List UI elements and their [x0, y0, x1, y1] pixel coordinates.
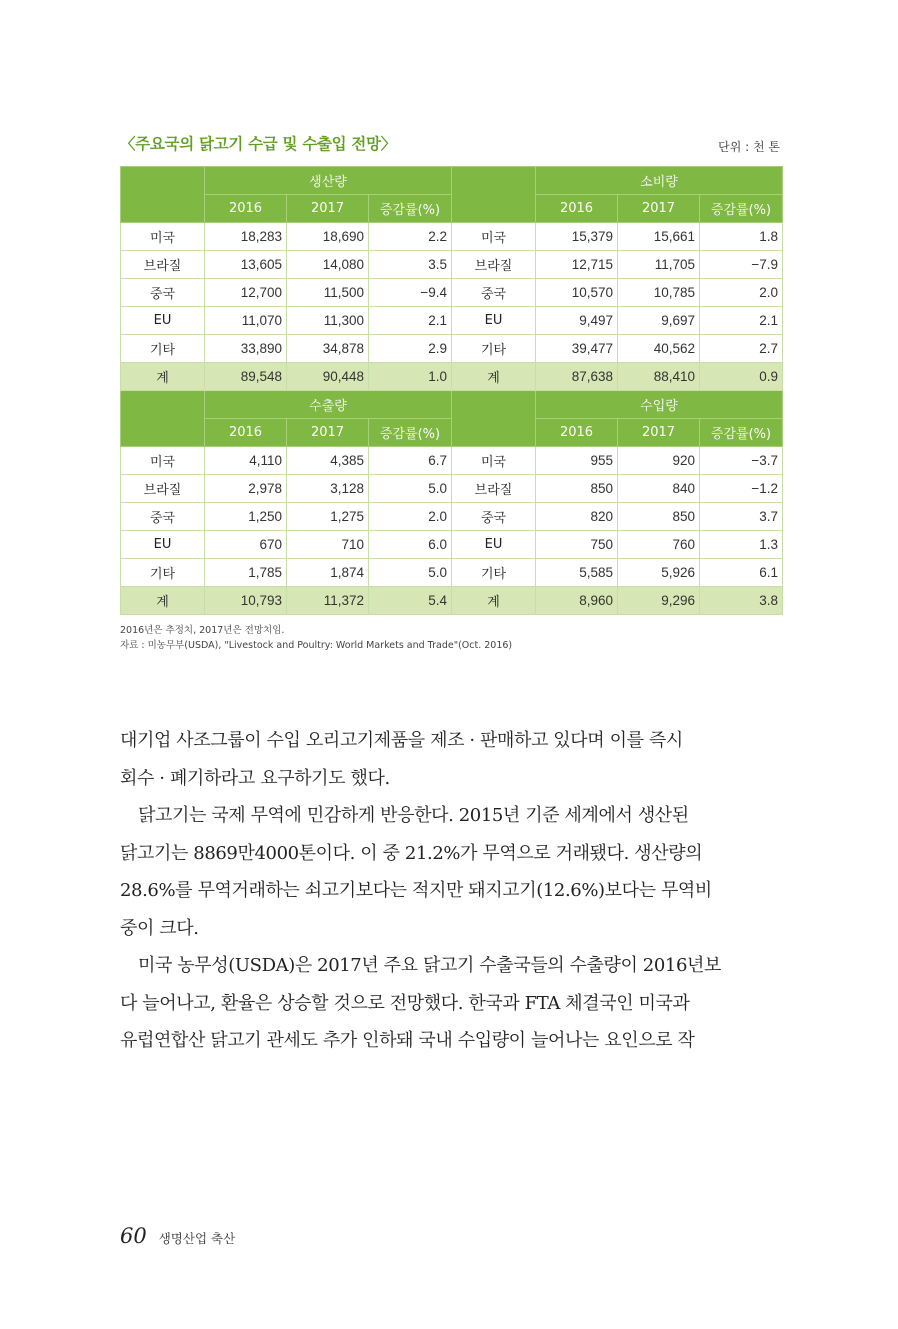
table-row	[121, 447, 783, 475]
page-number: 60	[120, 1224, 147, 1248]
country-label: EU	[121, 307, 205, 335]
country-label: 브라질	[121, 251, 205, 279]
value-cell: 18,690	[287, 223, 369, 251]
paragraph	[120, 797, 780, 947]
header-blank-cell	[452, 391, 536, 447]
country-label: 기타	[121, 559, 205, 587]
text-line: 28.6%를 무역거래하는 쇠고기보다는 적지만 돼지고기(12.6%)보다는 무역비	[120, 880, 712, 901]
table-row	[121, 223, 783, 251]
country-label: 미국	[121, 447, 205, 475]
header-blank-cell	[452, 167, 536, 223]
value-cell: 850	[536, 475, 618, 503]
value-cell: 1.3	[700, 531, 783, 559]
value-cell: 10,570	[536, 279, 618, 307]
country-label: 계	[452, 587, 536, 615]
total-row	[121, 363, 783, 391]
text-line: 닭고기는 국제 무역에 민감하게 반응한다. 2015년 기준 세계에서 생산된	[138, 805, 689, 826]
country-label: 계	[121, 587, 205, 615]
value-cell: 18,283	[205, 223, 287, 251]
table-title: 〈주요국의 닭고기 수급 및 수출입 전망〉	[120, 135, 396, 153]
value-cell: 4,110	[205, 447, 287, 475]
unit-label: 단위 : 천 톤	[718, 140, 780, 154]
value-cell: 13,605	[205, 251, 287, 279]
text-line: 중이 크다.	[120, 917, 199, 939]
column-header: 증감률(%)	[369, 419, 452, 447]
value-cell: 2,978	[205, 475, 287, 503]
value-cell: 9,296	[618, 587, 700, 615]
column-header: 증감률(%)	[700, 419, 783, 447]
value-cell: 11,500	[287, 279, 369, 307]
text-line: 유럽연합산 닭고기 관세도 추가 인하돼 국내 수입량이 늘어나는 요인으로 작	[120, 1030, 695, 1051]
table-row	[121, 335, 783, 363]
supply-trade-table	[120, 166, 783, 615]
value-cell: −3.7	[700, 447, 783, 475]
table-row	[121, 307, 783, 335]
column-header: 2016	[536, 195, 618, 223]
value-cell: 920	[618, 447, 700, 475]
value-cell: 40,562	[618, 335, 700, 363]
group-header-1-right: 수입량	[536, 391, 783, 419]
column-header: 증감률(%)	[369, 195, 452, 223]
paragraph	[120, 722, 780, 797]
text-line: 회수 · 폐기하라고 요구하기도 했다.	[120, 767, 390, 789]
value-cell: 6.1	[700, 559, 783, 587]
value-cell: 10,793	[205, 587, 287, 615]
column-header: 2017	[287, 419, 369, 447]
column-header: 2016	[205, 419, 287, 447]
value-cell: 1,275	[287, 503, 369, 531]
value-cell: 1,250	[205, 503, 287, 531]
value-cell: 670	[205, 531, 287, 559]
country-label: 브라질	[452, 251, 536, 279]
value-cell: 33,890	[205, 335, 287, 363]
group-header-row	[121, 391, 783, 419]
table-row	[121, 503, 783, 531]
value-cell: 4,385	[287, 447, 369, 475]
value-cell: 2.1	[700, 307, 783, 335]
country-label: 중국	[452, 503, 536, 531]
note-source: 자료 : 미농무부(USDA), "Livestock and Poultry: World Markets and Trade"(Oct. 2016)	[120, 640, 513, 651]
value-cell: 15,379	[536, 223, 618, 251]
value-cell: 87,638	[536, 363, 618, 391]
value-cell: 0.9	[700, 363, 783, 391]
table-row	[121, 251, 783, 279]
value-cell: 2.0	[700, 279, 783, 307]
column-header: 증감률(%)	[700, 195, 783, 223]
value-cell: 8,960	[536, 587, 618, 615]
country-label: 중국	[452, 279, 536, 307]
value-cell: 12,700	[205, 279, 287, 307]
value-cell: 750	[536, 531, 618, 559]
value-cell: 2.2	[369, 223, 452, 251]
country-label: 미국	[121, 223, 205, 251]
value-cell: 6.7	[369, 447, 452, 475]
value-cell: 5,926	[618, 559, 700, 587]
text-line: 미국 농무성(USDA)은 2017년 주요 닭고기 수출국들의 수출량이 2016년보	[138, 955, 721, 976]
value-cell: 840	[618, 475, 700, 503]
country-label: EU	[452, 531, 536, 559]
column-header: 2016	[205, 195, 287, 223]
group-header-0-right: 소비량	[536, 167, 783, 195]
country-label: 계	[121, 363, 205, 391]
body-text	[120, 722, 780, 1060]
value-cell: 15,661	[618, 223, 700, 251]
value-cell: 955	[536, 447, 618, 475]
value-cell: 39,477	[536, 335, 618, 363]
value-cell: 3,128	[287, 475, 369, 503]
group-header-row	[121, 167, 783, 195]
value-cell: 2.7	[700, 335, 783, 363]
country-label: 계	[452, 363, 536, 391]
header-blank-cell	[121, 391, 205, 447]
country-label: 미국	[452, 223, 536, 251]
value-cell: 710	[287, 531, 369, 559]
value-cell: 9,497	[536, 307, 618, 335]
value-cell: 3.7	[700, 503, 783, 531]
table-row	[121, 475, 783, 503]
country-label: 중국	[121, 503, 205, 531]
value-cell: 3.5	[369, 251, 452, 279]
group-header-1-left: 수출량	[205, 391, 452, 419]
value-cell: 850	[618, 503, 700, 531]
country-label: 브라질	[121, 475, 205, 503]
value-cell: 11,070	[205, 307, 287, 335]
page-footer	[120, 1224, 235, 1248]
value-cell: 1.8	[700, 223, 783, 251]
table-notes	[120, 623, 512, 653]
text-line: 대기업 사조그룹이 수입 오리고기제품을 제조 · 판매하고 있다며 이를 즉시	[120, 730, 683, 751]
text-line: 다 늘어나고, 환율은 상승할 것으로 전망했다. 한국과 FTA 체결국인 미국과	[120, 992, 690, 1014]
value-cell: 3.8	[700, 587, 783, 615]
column-header: 2016	[536, 419, 618, 447]
total-row	[121, 587, 783, 615]
country-label: 기타	[452, 335, 536, 363]
group-header-0-left: 생산량	[205, 167, 452, 195]
value-cell: 89,548	[205, 363, 287, 391]
value-cell: 760	[618, 531, 700, 559]
value-cell: 34,878	[287, 335, 369, 363]
value-cell: 14,080	[287, 251, 369, 279]
country-label: 브라질	[452, 475, 536, 503]
value-cell: 6.0	[369, 531, 452, 559]
table-row	[121, 531, 783, 559]
country-label: 미국	[452, 447, 536, 475]
paragraph	[120, 947, 780, 1060]
text-line: 닭고기는 8869만4000톤이다. 이 중 21.2%가 무역으로 거래됐다. 생산량의	[120, 842, 703, 864]
value-cell: 5.4	[369, 587, 452, 615]
value-cell: 2.9	[369, 335, 452, 363]
value-cell: 11,705	[618, 251, 700, 279]
country-label: 중국	[121, 279, 205, 307]
value-cell: 12,715	[536, 251, 618, 279]
value-cell: 10,785	[618, 279, 700, 307]
value-cell: −7.9	[700, 251, 783, 279]
value-cell: 820	[536, 503, 618, 531]
value-cell: 1.0	[369, 363, 452, 391]
country-label: 기타	[121, 335, 205, 363]
book-title: 생명산업 축산	[158, 1231, 236, 1246]
value-cell: 1,874	[287, 559, 369, 587]
country-label: EU	[121, 531, 205, 559]
value-cell: 11,300	[287, 307, 369, 335]
value-cell: 5,585	[536, 559, 618, 587]
table-row	[121, 559, 783, 587]
header-blank-cell	[121, 167, 205, 223]
value-cell: 9,697	[618, 307, 700, 335]
country-label: 기타	[452, 559, 536, 587]
note-estimate: 2016년은 추정치, 2017년은 전망치임.	[120, 625, 285, 636]
country-label: EU	[452, 307, 536, 335]
value-cell: 1,785	[205, 559, 287, 587]
value-cell: 90,448	[287, 363, 369, 391]
value-cell: 11,372	[287, 587, 369, 615]
value-cell: 88,410	[618, 363, 700, 391]
column-header: 2017	[618, 195, 700, 223]
value-cell: −9.4	[369, 279, 452, 307]
value-cell: 5.0	[369, 559, 452, 587]
column-header: 2017	[287, 195, 369, 223]
value-cell: −1.2	[700, 475, 783, 503]
table-row	[121, 279, 783, 307]
value-cell: 2.1	[369, 307, 452, 335]
value-cell: 5.0	[369, 475, 452, 503]
column-header: 2017	[618, 419, 700, 447]
value-cell: 2.0	[369, 503, 452, 531]
